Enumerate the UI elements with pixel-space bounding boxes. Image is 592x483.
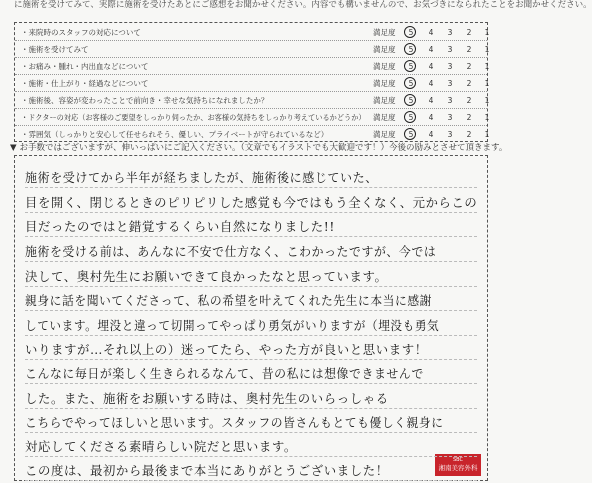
satisfaction-label: 満足度 bbox=[373, 79, 396, 88]
ruled-line bbox=[25, 431, 477, 433]
rating-option-1[interactable]: 1 bbox=[484, 62, 490, 71]
selected-rating-circle bbox=[404, 128, 416, 140]
rating-option-5[interactable]: 5 bbox=[408, 96, 414, 105]
ruled-line bbox=[25, 479, 477, 481]
rating-option-5[interactable]: 5 bbox=[408, 79, 414, 88]
satisfaction-label: 満足度 bbox=[373, 130, 396, 139]
survey-row bbox=[15, 127, 490, 142]
rating-option-3[interactable]: 3 bbox=[447, 79, 453, 88]
satisfaction-label: 満足度 bbox=[373, 62, 396, 71]
clinic-logo-stamp bbox=[435, 454, 481, 476]
rating-option-2[interactable]: 2 bbox=[466, 28, 472, 37]
rating-option-5[interactable]: 5 bbox=[408, 28, 414, 37]
survey-row bbox=[15, 42, 490, 58]
stamp-top-text: SBC bbox=[452, 457, 463, 463]
survey-row bbox=[15, 110, 490, 126]
comment-prompt-text: お手数ではございますが、伸いっぱいにご記入ください。（文章でもイラストでも大歓迎です！）今後の励みとさせて頂きます。 bbox=[19, 143, 508, 153]
survey-question: ・来院時のスタッフの対応について bbox=[21, 28, 141, 37]
selected-rating-circle bbox=[404, 111, 416, 123]
rating-option-4[interactable]: 4 bbox=[428, 130, 434, 139]
rating-option-1[interactable]: 1 bbox=[484, 96, 490, 105]
rating-option-1[interactable]: 1 bbox=[484, 130, 490, 139]
handwritten-line: こちらでやってほしいと思います。スタッフの皆さんもとても優しく親身に bbox=[25, 415, 444, 430]
ruled-line bbox=[25, 358, 477, 360]
survey-question: ・お痛み・腫れ・内出血などについて bbox=[21, 62, 149, 71]
rating-option-1[interactable]: 1 bbox=[484, 113, 490, 122]
survey-row bbox=[15, 59, 490, 75]
survey-row bbox=[15, 25, 490, 41]
ruled-line bbox=[25, 309, 477, 311]
rating-option-3[interactable]: 3 bbox=[447, 45, 453, 54]
satisfaction-label: 満足度 bbox=[373, 28, 396, 37]
rating-option-3[interactable]: 3 bbox=[447, 96, 453, 105]
handwritten-line: 施術を受けてから半年が経ちましたが、施術後に感じていた、 bbox=[25, 170, 378, 185]
handwritten-line: この度は、最初から最後まで本当にありがとうございました！ bbox=[25, 463, 389, 478]
rating-option-5[interactable]: 5 bbox=[408, 113, 414, 122]
survey-question: ・ドクターの対応（お客様のご要望をしっかり伺ったか、お客様の気持ちをしっかり考えているかどうか） bbox=[21, 113, 366, 122]
stamp-main-text: 湘南美容外科 bbox=[438, 464, 478, 472]
ruled-line bbox=[25, 211, 477, 213]
survey-question: ・雰囲気（しっかりと安心して任せられそう、優しい、プライベートが守られているなど） bbox=[21, 130, 329, 139]
comment-prompt bbox=[10, 142, 508, 154]
ruled-line bbox=[25, 382, 477, 384]
handwritten-line: いりますが…それ以上の）迷ってたら、やった方が良いと思います！ bbox=[25, 342, 428, 357]
rating-option-4[interactable]: 4 bbox=[428, 45, 434, 54]
satisfaction-label: 満足度 bbox=[373, 45, 396, 54]
rating-option-3[interactable]: 3 bbox=[447, 130, 453, 139]
selected-rating-circle bbox=[404, 94, 416, 106]
handwritten-line: 施術を受ける前は、あんなに不安で仕方なく、こわかったですが、今では bbox=[25, 244, 437, 259]
satisfaction-label: 満足度 bbox=[373, 96, 396, 105]
rating-option-4[interactable]: 4 bbox=[428, 62, 434, 71]
selected-rating-circle bbox=[404, 43, 416, 55]
selected-rating-circle bbox=[404, 60, 416, 72]
triangle-icon: ▼ bbox=[10, 143, 17, 153]
rating-option-2[interactable]: 2 bbox=[466, 62, 472, 71]
ruled-line bbox=[25, 260, 477, 262]
ruled-line bbox=[25, 407, 477, 409]
rating-option-4[interactable]: 4 bbox=[428, 113, 434, 122]
ruled-line bbox=[25, 455, 477, 457]
handwritten-line: 対応してくださる素晴らしい院だと思います。 bbox=[25, 439, 297, 454]
handwritten-line: しています。埋没と違って切開ってやっぱり勇気がいりますが（埋没も勇気 bbox=[25, 318, 440, 333]
handwritten-comment-box bbox=[14, 155, 488, 481]
survey-question: ・施術を受けてみて bbox=[21, 45, 89, 54]
rating-option-5[interactable]: 5 bbox=[408, 62, 414, 71]
rating-option-3[interactable]: 3 bbox=[447, 62, 453, 71]
selected-rating-circle bbox=[404, 26, 416, 38]
rating-option-2[interactable]: 2 bbox=[466, 130, 472, 139]
selected-rating-circle bbox=[404, 77, 416, 89]
ruled-line bbox=[25, 285, 477, 287]
handwritten-line: 目を開く、閉じるときのピリピリした感覚も今ではもう全くなく、元からこの bbox=[25, 195, 478, 210]
ruled-line bbox=[25, 186, 477, 188]
rating-option-2[interactable]: 2 bbox=[466, 79, 472, 88]
rating-option-1[interactable]: 1 bbox=[484, 79, 490, 88]
satisfaction-survey bbox=[14, 22, 488, 142]
handwritten-line: こんなに毎日が楽しく生きられるなんて、昔の私には想像できませんで bbox=[25, 366, 424, 381]
rating-option-4[interactable]: 4 bbox=[428, 96, 434, 105]
survey-question: ・施術後、容姿が変わったことで前向き・幸せな気持ちになれましたか？ bbox=[21, 96, 269, 105]
handwritten-line: 決して、奥村先生にお願いできて良かったなと思っています。 bbox=[25, 269, 388, 284]
rating-option-1[interactable]: 1 bbox=[484, 28, 490, 37]
rating-option-5[interactable]: 5 bbox=[408, 130, 414, 139]
rating-option-5[interactable]: 5 bbox=[408, 45, 414, 54]
ruled-line bbox=[25, 235, 477, 237]
satisfaction-label: 満足度 bbox=[373, 113, 396, 122]
rating-option-3[interactable]: 3 bbox=[447, 28, 453, 37]
rating-option-2[interactable]: 2 bbox=[466, 96, 472, 105]
ruled-line bbox=[25, 334, 477, 336]
intro-text: に施術を受けてみて、実際に施術を受けたあとにご感想をお聞かせください。内容でも構いませんので、お気づきになられたことをお聞かせください。 bbox=[14, 0, 592, 10]
rating-option-4[interactable]: 4 bbox=[428, 79, 434, 88]
survey-question: ・施術・仕上がり・経過などについて bbox=[21, 79, 149, 88]
survey-row bbox=[15, 76, 490, 92]
rating-option-3[interactable]: 3 bbox=[447, 113, 453, 122]
rating-option-2[interactable]: 2 bbox=[466, 45, 472, 54]
survey-row bbox=[15, 93, 490, 109]
rating-option-1[interactable]: 1 bbox=[484, 45, 490, 54]
handwritten-line: 親身に話を聞いてくださって、私の希望を叶えてくれた先生に本当に感謝 bbox=[25, 293, 433, 308]
handwritten-line: 目だったのではと錯覚するくらい自然になりました!! bbox=[25, 219, 335, 234]
rating-option-2[interactable]: 2 bbox=[466, 113, 472, 122]
handwritten-line: した。また、施術をお願いする時は、奥村先生のいらっしゃる bbox=[25, 391, 389, 406]
rating-option-4[interactable]: 4 bbox=[428, 28, 434, 37]
